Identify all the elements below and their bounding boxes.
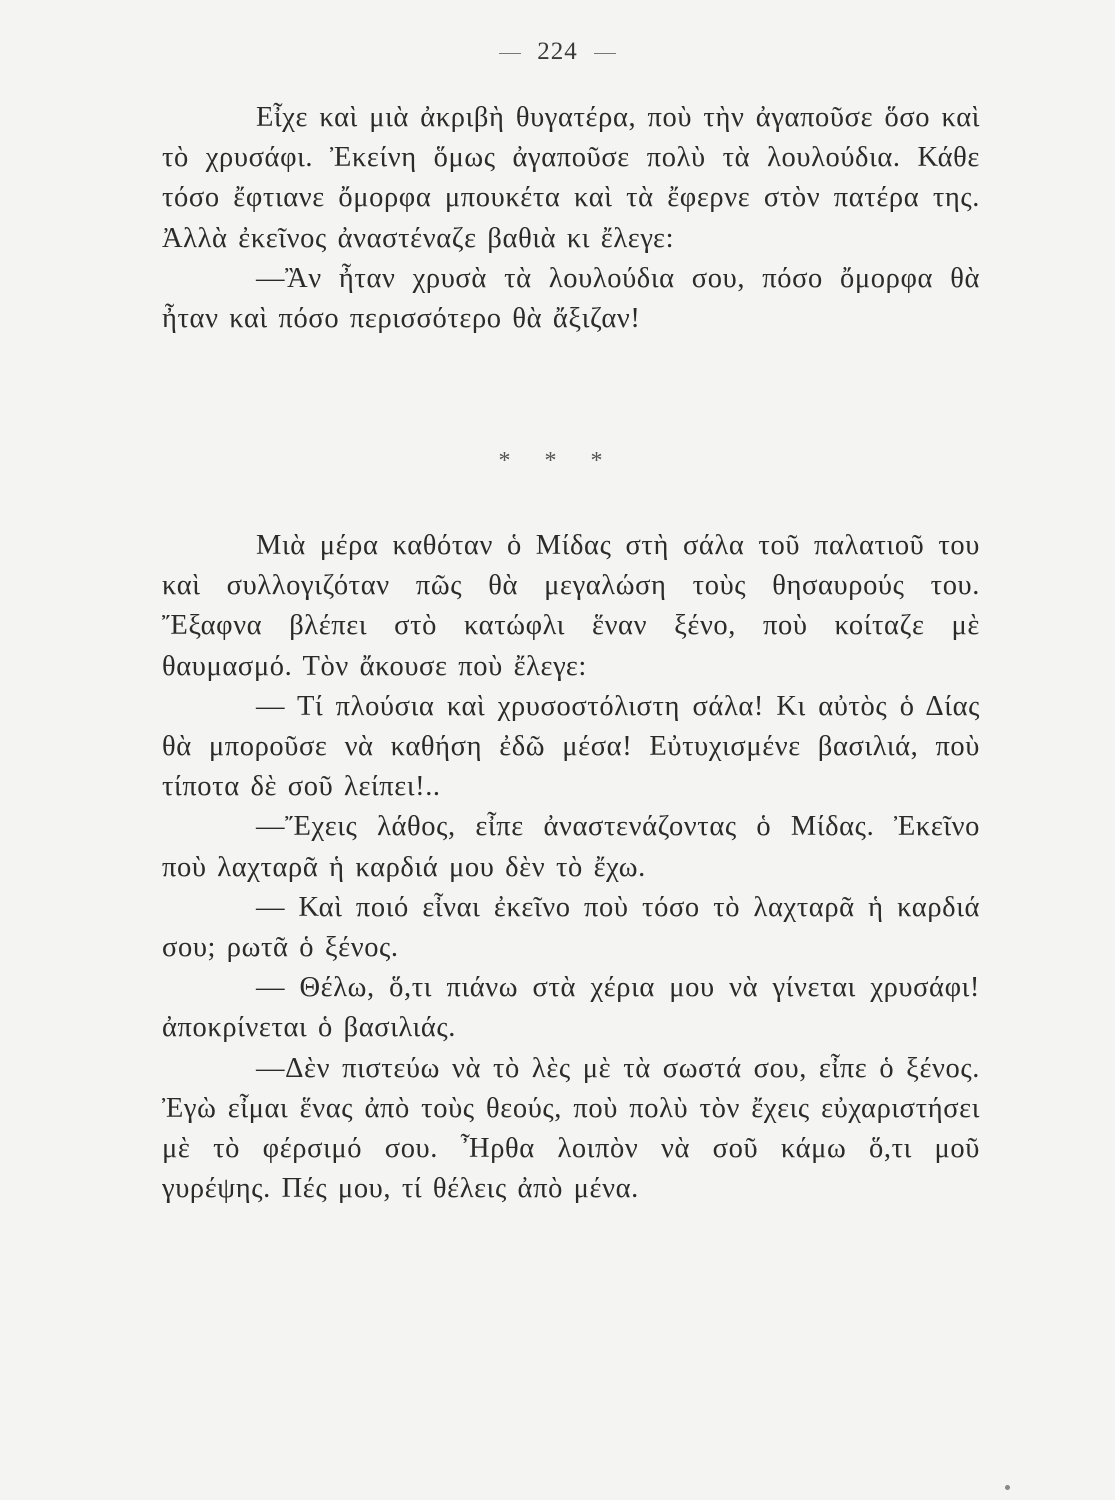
paragraph-stranger-arrives: Μιὰ μέρα καθόταν ὁ Μίδας στὴ σάλα τοῦ παλατιοῦ του καὶ συλλογιζόταν πῶς θὰ μεγαλώση τοὺς θησαυρούς του. Ἔξαφνα βλέπει στὸ κατώφλι ἕναν ξένο, ποὺ κοίταζε μὲ θαυμασμό. Τὸν ἄκουσε ποὺ ἔλεγε: bbox=[162, 530, 980, 682]
text-section-after bbox=[162, 526, 980, 1209]
page-number: 224 bbox=[537, 38, 578, 65]
dialogue-stranger-1: — Τί πλούσια καὶ χρυσοστόλιστη σάλα! Κι αὐτὸς ὁ Δίας θὰ μποροῦσε νὰ καθήση ἐδῶ μέσα! Εὐτυχισμένε βασιλιά, ποὺ τίποτα δὲ σοῦ λείπει!.. bbox=[162, 690, 980, 803]
dialogue-stranger-3: —Δὲν πιστεύω νὰ τὸ λὲς μὲ τὰ σωστά σου, εἶπε ὁ ξένος. Ἐγὼ εἶμαι ἕνας ἀπὸ τοὺς θεούς, ποὺ πολὺ τὸν ἔχεις εὐχαριστήσει μὲ τὸ φέρσιμό σου. Ἦρθα λοιπὸν νὰ σοῦ κάμω ὅ,τι μοῦ γυρέψης. Πές μου, τί θέλεις ἀπὸ μένα. bbox=[162, 1052, 980, 1205]
page-number-header bbox=[0, 38, 1115, 66]
right-dash bbox=[594, 53, 616, 54]
paper-speck bbox=[1005, 1485, 1010, 1490]
dialogue-stranger-2: — Καὶ ποιό εἶναι ἐκεῖνο ποὺ τόσο τὸ λαχταρᾶ ἡ καρδιά σου; ρωτᾶ ὁ ξένος. bbox=[162, 891, 980, 964]
text-section-before bbox=[162, 98, 980, 339]
dialogue-midas-2: — Θέλω, ὅ,τι πιάνω στὰ χέρια μου νὰ γίνεται χρυσάφι! ἀποκρίνεται ὁ βασιλιάς. bbox=[162, 972, 980, 1044]
left-dash bbox=[499, 53, 521, 54]
section-separator: * * * bbox=[498, 448, 617, 474]
paragraph-daughter: Εἶχε καὶ μιὰ ἀκριβὴ θυγατέρα, ποὺ τὴν ἀγαποῦσε ὅσο καὶ τὸ χρυσάφι. Ἐκείνη ὅμως ἀγαποῦσε πολὺ τὰ λουλούδια. Κάθε τόσο ἔφτιανε ὄμορφα μπουκέτα καὶ τὰ ἔφερνε στὸν πατέρα της. Ἀλλὰ ἐκεῖνος ἀναστέναζε βαθιὰ κι ἔλεγε: bbox=[162, 102, 980, 254]
dialogue-midas-1: —Ἔχεις λάθος, εἶπε ἀναστενάζοντας ὁ Μίδας. Ἐκεῖνο ποὺ λαχταρᾶ ἡ καρδιά μου δὲν τὸ ἔχω. bbox=[162, 811, 980, 883]
paragraph-midas-sigh: —Ἂν ἦταν χρυσὰ τὰ λουλούδια σου, πόσο ὄμορφα θὰ ἦταν καὶ πόσο περισσότερο θὰ ἄξιζαν! bbox=[162, 262, 980, 335]
